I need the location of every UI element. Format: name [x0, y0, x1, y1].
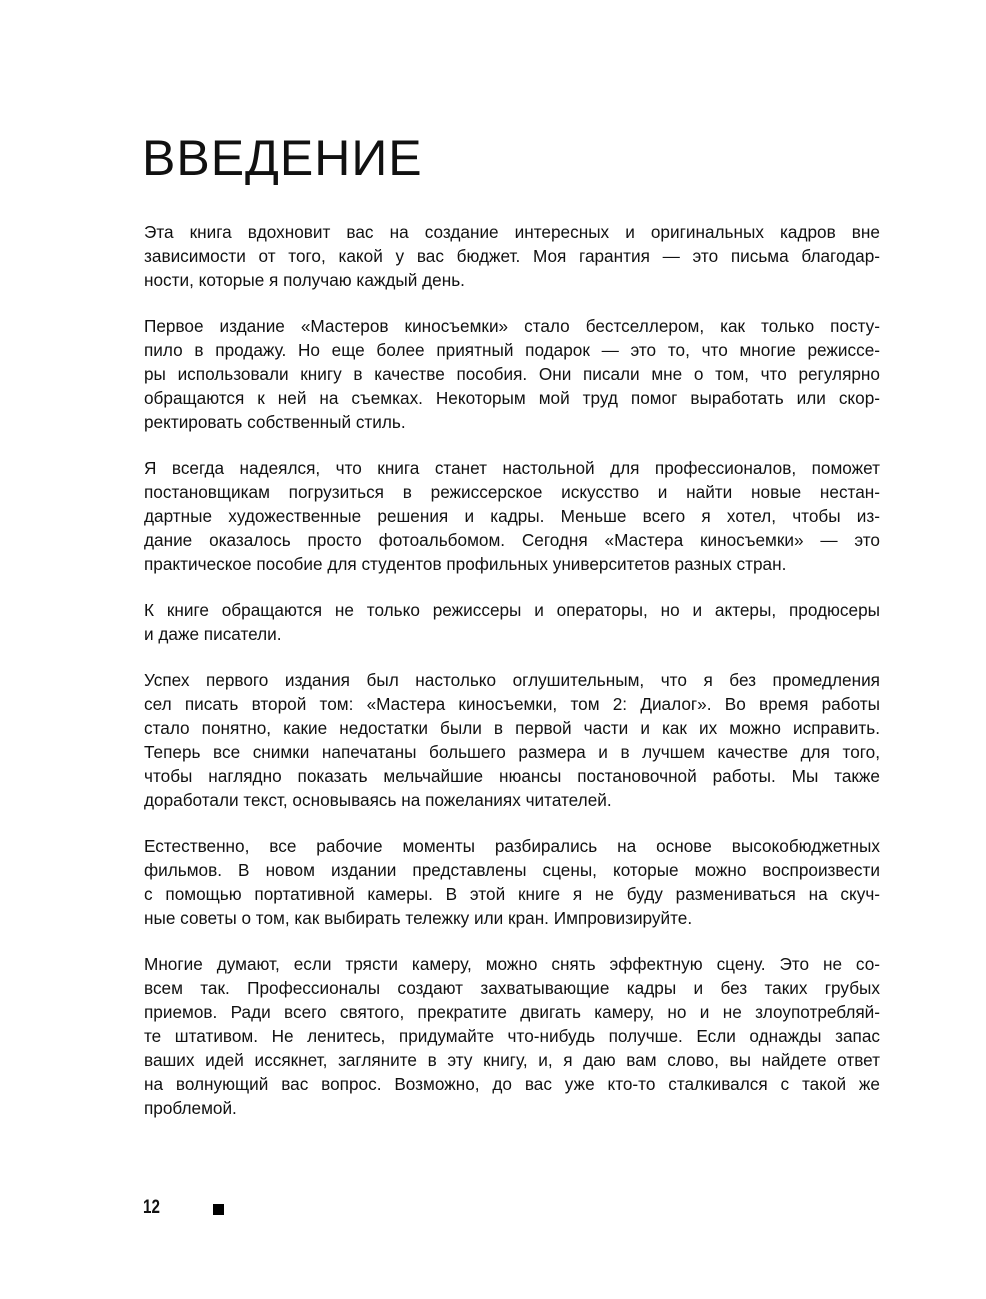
- text-line: фильмов. В новом издании представлены сцены, которые можно воспроизвести: [144, 860, 880, 880]
- text-line: пило в продажу. Но еще более приятный подарок — это то, что многие режиссе-: [144, 340, 880, 360]
- text-line: Эта книга вдохновит вас на создание интересных и оригинальных кадров вне: [144, 222, 880, 242]
- page-title: ВВЕДЕНИЕ: [142, 130, 423, 186]
- text-line: зависимости от того, какой у вас бюджет. Моя гарантия — это письма благодар-: [144, 246, 880, 266]
- text-line: те штативом. Не ленитесь, придумайте что-нибудь получше. Если однажды запас: [144, 1026, 880, 1046]
- square-marker-icon: [213, 1204, 224, 1215]
- text-line: ности, которые я получаю каждый день.: [144, 270, 465, 290]
- text-line: с помощью портативной камеры. В этой книге я не буду размениваться на скуч-: [144, 884, 880, 904]
- text-line: ры использовали книгу в качестве пособия. Они писали мне о том, что регулярно: [144, 364, 880, 384]
- paragraph: [144, 314, 880, 434]
- text-line: ные советы о том, как выбирать тележку или кран. Импровизируйте.: [144, 908, 693, 928]
- text-line: ректировать собственный стиль.: [144, 412, 406, 432]
- paragraph: [144, 952, 880, 1120]
- body-text: [144, 220, 880, 1142]
- text-line: на волнующий вас вопрос. Возможно, до вас уже кто-то сталкивался с такой же: [144, 1074, 880, 1094]
- text-line: Многие думают, если трясти камеру, можно снять эффектную сцену. Это не со-: [144, 954, 880, 974]
- text-line: обращаются к ней на съемках. Некоторым мой труд помог выработать или скор-: [144, 388, 880, 408]
- text-line: Успех первого издания был настолько оглушительным, что я без промедления: [144, 670, 880, 690]
- text-line: К книге обращаются не только режиссеры и операторы, но и актеры, продюсеры: [144, 600, 880, 620]
- text-line: доработали текст, основываясь на пожеланиях читателей.: [144, 790, 612, 810]
- text-line: дание оказалось просто фотоальбомом. Сегодня «Мастера киносъемки» — это: [144, 530, 880, 550]
- text-line: Первое издание «Мастеров киносъемки» стало бестселлером, как только посту-: [144, 316, 880, 336]
- text-line: сел писать второй том: «Мастера киносъемки, том 2: Диалог». Во время работы: [144, 694, 880, 714]
- text-line: Естественно, все рабочие моменты разбирались на основе высокобюджетных: [144, 836, 880, 856]
- paragraph: [144, 834, 880, 930]
- text-line: Я всегда надеялся, что книга станет настольной для профессионалов, поможет: [144, 458, 880, 478]
- paragraph: [144, 456, 880, 576]
- text-line: чтобы наглядно показать мельчайшие нюансы постановочной работы. Мы также: [144, 766, 880, 786]
- text-line: приемов. Ради всего святого, прекратите двигать камеру, но и не злоупотребляй-: [144, 1002, 880, 1022]
- text-line: дартные художественные решения и кадры. Меньше всего я хотел, чтобы из-: [144, 506, 880, 526]
- text-line: постановщикам погрузиться в режиссерское искусство и найти новые нестан-: [144, 482, 880, 502]
- paragraph: [144, 668, 880, 812]
- text-line: ваших идей иссякнет, загляните в эту книгу, и, я даю вам слово, вы найдете ответ: [144, 1050, 880, 1070]
- text-line: стало понятно, какие недостатки были в первой части и как их можно исправить.: [144, 718, 880, 738]
- paragraph: [144, 598, 880, 646]
- text-line: всем так. Профессионалы создают захватывающие кадры и без таких грубых: [144, 978, 880, 998]
- page-number: 12: [143, 1197, 160, 1218]
- text-line: и даже писатели.: [144, 624, 282, 644]
- paragraph: [144, 220, 880, 292]
- text-line: Теперь все снимки напечатаны большего размера и в лучшем качестве для того,: [144, 742, 880, 762]
- text-line: проблемой.: [144, 1098, 237, 1118]
- text-line: практическое пособие для студентов профильных университетов разных стран.: [144, 554, 787, 574]
